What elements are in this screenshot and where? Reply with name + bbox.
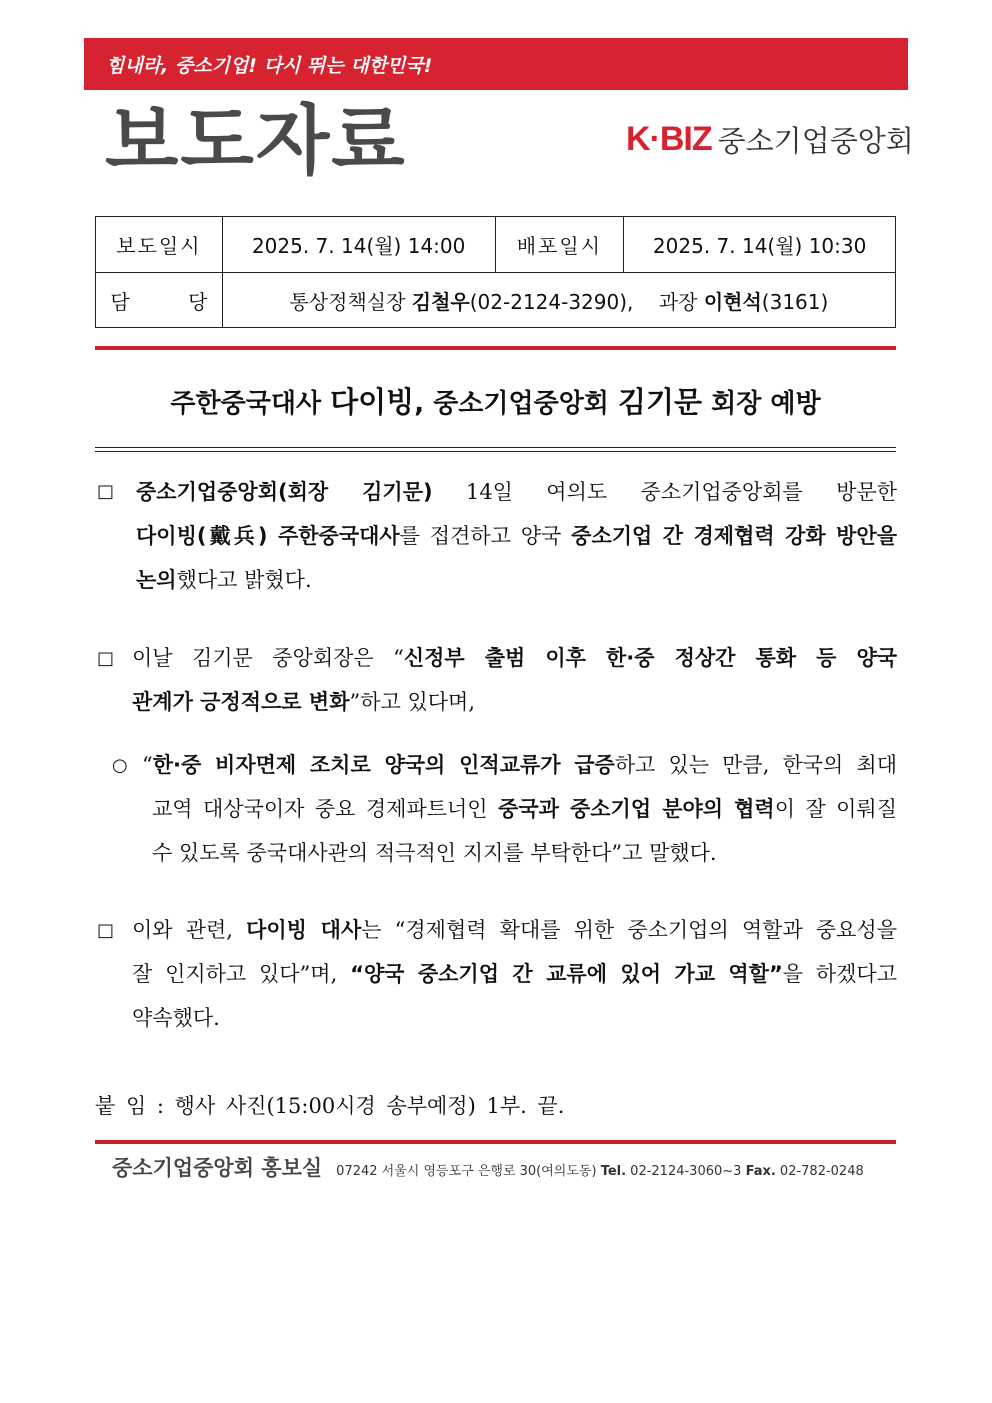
contact-dept-1: 통상정책실장 xyxy=(289,289,412,314)
headline-part-3: , 중소기업중앙회 xyxy=(414,389,618,419)
p1-l2-bold-2: 중소기업 간 경제협력 강화 방안을 xyxy=(571,524,897,548)
square-bullet-icon: □ xyxy=(97,481,115,502)
p4-line-2 xyxy=(132,952,897,996)
headline-part-2: 다이빙 xyxy=(330,385,415,419)
headline-part-1: 주한중국대사 xyxy=(170,389,331,419)
p3-l1-text: 하고 있는 만큼, 한국의 최대 xyxy=(614,753,898,777)
distribution-date-value: 2025. 7. 14(월) 10:30 xyxy=(624,217,896,273)
p3-l2-text-2: 이 잘 이뤄질 xyxy=(774,797,898,821)
p3-l3-text: 수 있도록 중국대사관의 적극적인 지지를 부탁한다”고 말했다. xyxy=(152,841,717,865)
kbiz-logo xyxy=(626,116,914,162)
distribution-date-label: 배포일시 xyxy=(495,217,624,273)
contact-value xyxy=(222,273,895,328)
p1-line-1 xyxy=(136,470,897,514)
p3-line-1 xyxy=(142,743,897,787)
release-info-table xyxy=(95,216,896,328)
square-bullet-icon: □ xyxy=(97,920,115,941)
logo-mark: K·BIZ xyxy=(626,119,712,158)
p3-l2-text-1: 교역 대상국이자 중요 경제파트너인 xyxy=(152,797,499,821)
contact-label: 담 당 xyxy=(96,273,223,328)
headline-double-rule xyxy=(95,447,896,452)
p2-l2-text: ”하고 있다며, xyxy=(349,690,476,714)
contact-dept-2: 과장 xyxy=(658,289,704,314)
release-row xyxy=(96,217,896,273)
p3-l2-bold: 중국과 중소기업 분야의 협력 xyxy=(498,797,775,821)
p4-l1-text-2: 는 “경제협력 확대를 위한 중소기업의 역할과 중요성을 xyxy=(361,918,897,942)
p1-line-3 xyxy=(136,558,897,602)
circle-bullet-icon: ○ xyxy=(112,755,128,776)
p2-l1-text: 이날 김기문 중앙회장은 “ xyxy=(132,646,404,670)
banner-slogan: 힘내라, 중소기업! 다시 뛰는 대한민국! xyxy=(106,55,433,77)
paragraph-4 xyxy=(132,908,897,1040)
contact-row xyxy=(96,273,896,328)
headline-part-5: 회장 예방 xyxy=(702,389,821,419)
p4-l2-bold: “양국 중소기업 간 교류에 있어 가교 역할” xyxy=(350,962,783,986)
slogan-banner xyxy=(84,38,908,90)
p4-l3-text: 약속했다. xyxy=(132,1006,220,1030)
p4-l2-text-2: 을 하겠다고 xyxy=(782,962,897,986)
p4-l1-text-1: 이와 관련, xyxy=(132,918,247,942)
p1-l2-bold-1: 다이빙(戴兵) 주한중국대사 xyxy=(136,524,400,548)
footer-tel-label: Tel. xyxy=(600,1164,627,1179)
p1-l2-text: 를 접견하고 양국 xyxy=(399,524,572,548)
p3-line-3 xyxy=(142,831,897,875)
top-red-divider xyxy=(95,346,896,350)
footer-contact xyxy=(336,1160,864,1179)
p4-l2-text-1: 잘 인지하고 있다”며, xyxy=(132,962,351,986)
contact-name-1: 김철우 xyxy=(411,289,470,314)
p4-l1-bold: 다이빙 대사 xyxy=(246,918,362,942)
p2-l1-bold: 신정부 출범 이후 한·중 정상간 통화 등 양국 xyxy=(403,646,898,670)
p2-l2-bold: 관계가 긍정적으로 변화 xyxy=(132,690,350,714)
headline-part-4: 김기문 xyxy=(617,385,703,419)
footer-org: 중소기업중앙회 홍보실 xyxy=(112,1156,323,1180)
p4-line-1 xyxy=(132,908,897,952)
contact-name-2: 이현석 xyxy=(703,289,762,314)
attachment-note: 붙 임 : 행사 사진(15:00시경 송부예정) 1부. 끝. xyxy=(95,1094,565,1118)
p1-l3-bold: 논의 xyxy=(136,568,177,592)
footer-tel: 02-2124-3060~3 xyxy=(626,1164,746,1179)
paragraph-3 xyxy=(142,743,897,875)
p1-line-2 xyxy=(136,514,897,558)
document-type-title: 보도자료 xyxy=(105,96,407,185)
p2-line-2 xyxy=(132,680,897,724)
paragraph-1 xyxy=(136,470,897,602)
paragraph-2 xyxy=(132,636,897,724)
p1-l1-bold: 중소기업중앙회(회장 김기문) xyxy=(136,480,433,504)
p1-l3-text: 했다고 밝혔다. xyxy=(176,568,312,592)
p4-line-3 xyxy=(132,996,897,1040)
p3-line-2 xyxy=(142,787,897,831)
footer-fax-label: Fax. xyxy=(745,1164,776,1179)
release-date-label: 보도일시 xyxy=(96,217,223,273)
contact-phone-2: (3161) xyxy=(761,289,829,314)
bottom-red-divider xyxy=(95,1140,896,1144)
p2-line-1 xyxy=(132,636,897,680)
footer-fax: 02-782-0248 xyxy=(775,1164,864,1179)
square-bullet-icon: □ xyxy=(97,648,115,669)
p3-l1-bold: 한·중 비자면제 조치로 양국의 인적교류가 급증 xyxy=(152,753,615,777)
logo-org-name: 중소기업중앙회 xyxy=(717,123,914,158)
footer-address: 07242 서울시 영등포구 은행로 30(여의도동) xyxy=(336,1164,601,1179)
contact-phone-1: (02-2124-3290), xyxy=(469,289,634,314)
release-date-value: 2025. 7. 14(월) 14:00 xyxy=(222,217,495,273)
p1-l1-text: 14일 여의도 중소기업중앙회를 방문한 xyxy=(432,480,897,504)
footer xyxy=(112,1152,864,1182)
p3-l1-quote: “ xyxy=(142,753,153,777)
headline xyxy=(95,380,896,421)
